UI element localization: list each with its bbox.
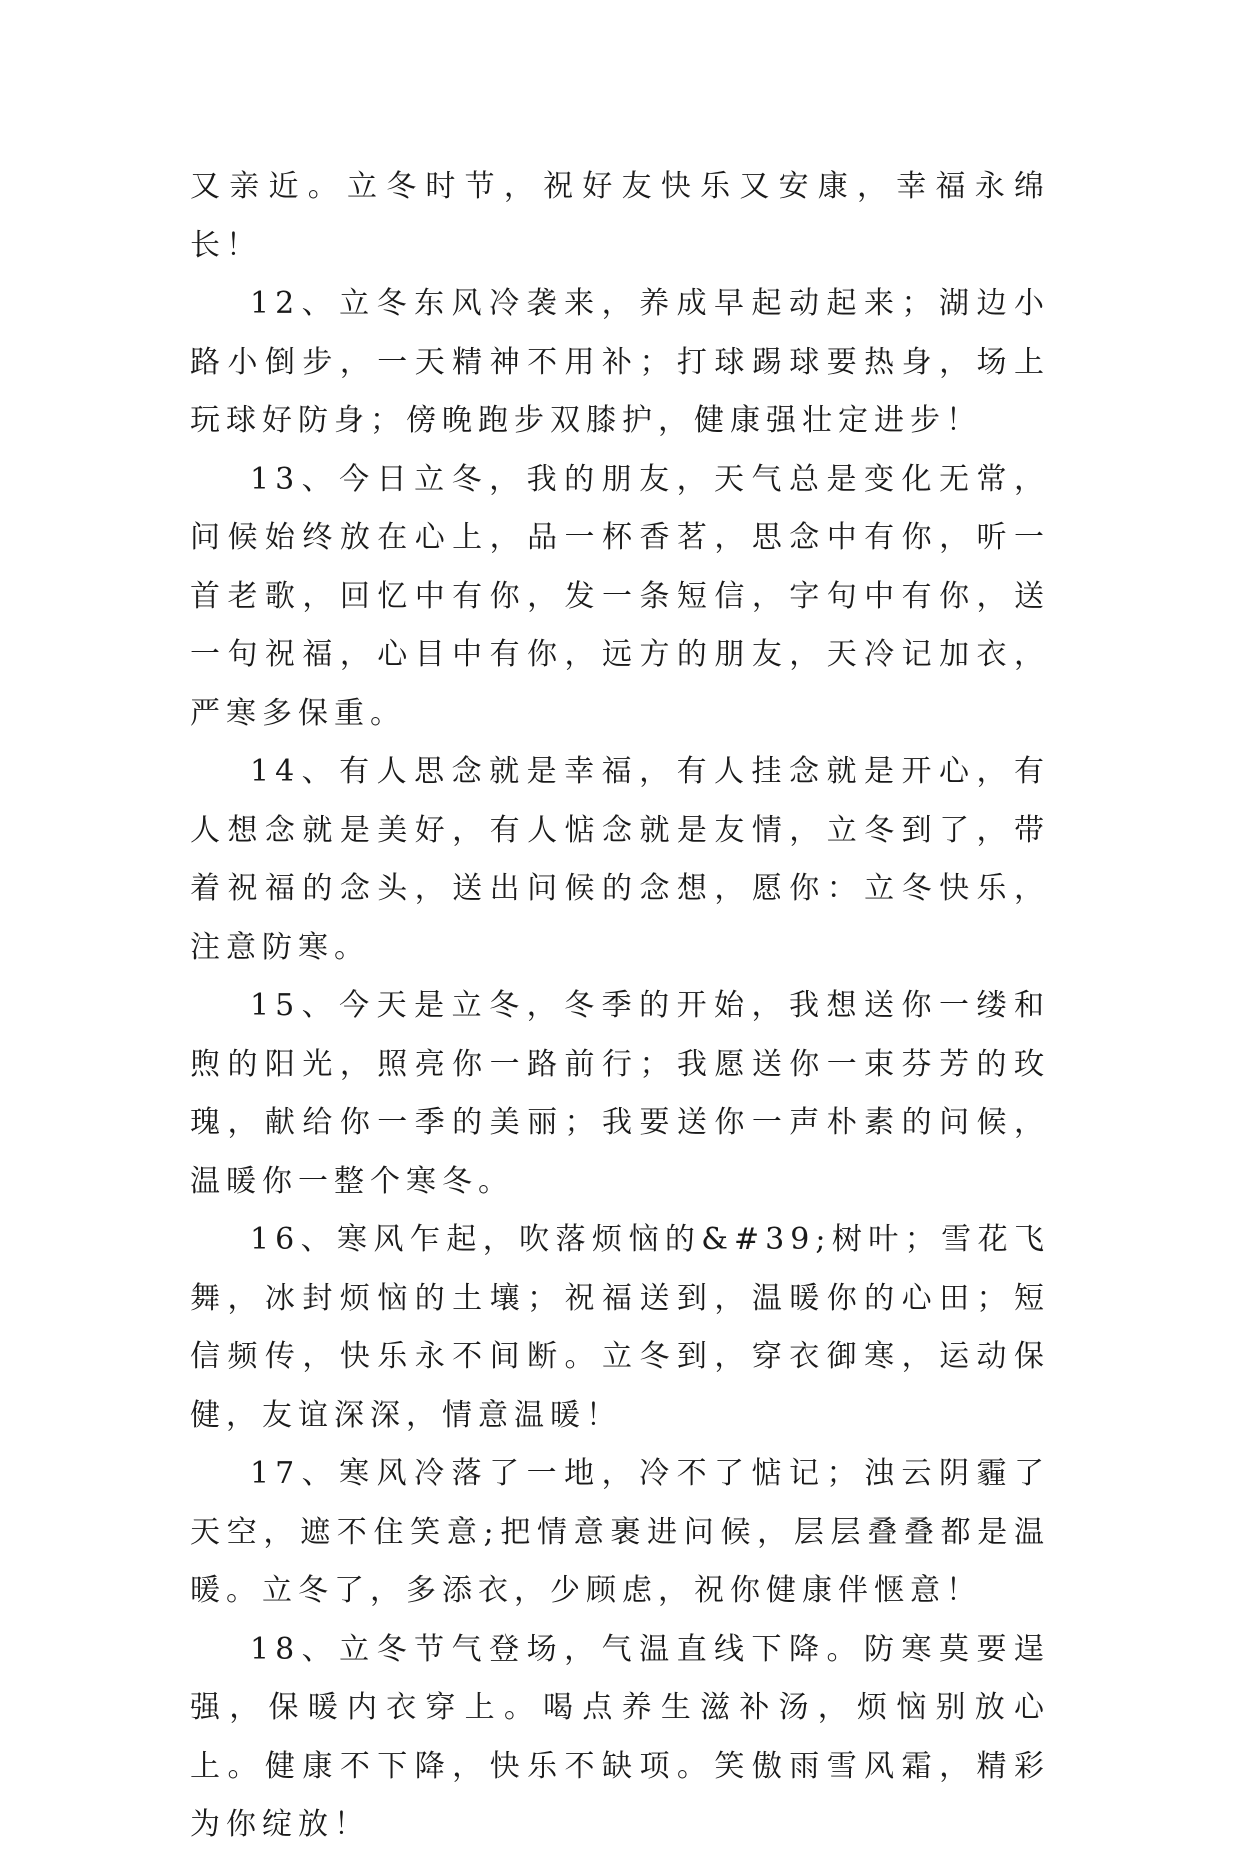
paragraph-16: 16、寒风乍起，吹落烦恼的&#39;树叶；雪花飞舞，冰封烦恼的土壤；祝福送到，温暖你的心田；短信频传，快乐永不间断。立冬到，穿衣御寒，运动保健，友谊深深，情意温暖！ (190, 1222, 1050, 1433)
paragraph-12: 12、立冬东风冷袭来，养成早起动起来；湖边小路小倒步，一天精神不用补；打球踢球要热身，场上玩球好防身；傍晚跑步双膝护，健康强壮定进步！ (190, 286, 1050, 438)
paragraph-17: 17、寒风冷落了一地，冷不了惦记；浊云阴霾了天空，遮不住笑意;把情意裹进问候，层层叠叠都是温暖。立冬了，多添衣，少顾虑，祝你健康伴惬意！ (190, 1456, 1050, 1608)
paragraph-15: 15、今天是立冬，冬季的开始，我想送你一缕和煦的阳光，照亮你一路前行；我愿送你一束芬芳的玫瑰，献给你一季的美丽；我要送你一声朴素的问候，温暖你一整个寒冬。 (190, 988, 1050, 1199)
paragraph-18: 18、立冬节气登场，气温直线下降。防寒莫要逞强，保暖内衣穿上。喝点养生滋补汤，烦恼别放心上。健康不下降，快乐不缺项。笑傲雨雪风霜，精彩为你绽放！ (190, 1631, 1050, 1842)
paragraph-13: 13、今日立冬，我的朋友，天气总是变化无常，问候始终放在心上，品一杯香茗，思念中有你，听一首老歌，回忆中有你，发一条短信，字句中有你，送一句祝福，心目中有你，远方的朋友，天冷记加衣，严寒多保重。 (190, 461, 1050, 731)
document-body (190, 158, 1050, 1855)
paragraph-continuation: 又亲近。立冬时节，祝好友快乐又安康，幸福永绵长！ (190, 169, 1050, 263)
paragraph-14: 14、有人思念就是幸福，有人挂念就是开心，有人想念就是美好，有人惦念就是友情，立冬到了，带着祝福的念头，送出问候的念想，愿你：立冬快乐，注意防寒。 (190, 754, 1050, 965)
